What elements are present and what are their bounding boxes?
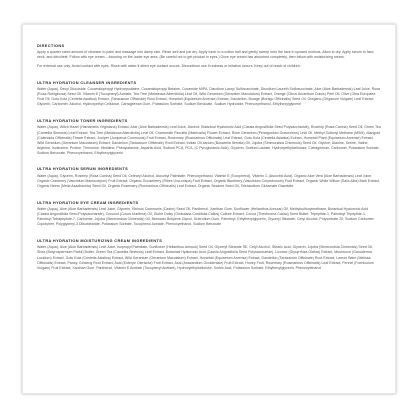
eye-cream-ingredients-text: Water (Aqua), Aloe (Aloe Barbadensis) Leaf Juice, Glycerin, Ricinus Communis (Castor) Seed Oil, Panthenol, Xanthan Gum, Sunflower (Helianthus Annuus) Oil, Methylsulfonylmethane, Botanical Hyaluronic Acid (Cassia Angustifolia Seed Polysaccharide), Coconut (Cocos Nucifera) Oil, Globe Daisy (Globularia Cordifolia Callus) Culture Extract, Cocoa (Theobroma Cacao) Seed Butter, Tripeptide-1, Palmitoyl Tripeptide-1, Palmitoyl Tetrapeptide-7, Carbomer, Jojoba (Simmondsia Chinensis) Oil, Beeswax Butylene Glycol, Sclerotium Gum, Palmitoyl, Ethylhexylglycerin, Glyceryl Stearate, Cetyl Alcohol, Polysorbate 20, Sodium Carbomer Copolymer, Polyglyceryl-3 Diisostearate, Potassium Sorbate, Tocopherol Acetate, Phenoxyethanol, Sodium Benzoate xyxy=(37,207,374,227)
serum-ingredients-text: Water (Aqua), Glycerin, Rosehip (Rosa Canina) Seed Oil, Cetearyl Alcohol, Ascorbyl Palmitate, Phenoxyethanol, Vitamin E (Tocopherol), Vitamin C (Ascorbic Acid), Organic Aloe Vera (Aloe Barbadensis) Leaf Juice, Organic Cranberry (Vaccinium Macrocarpon) Fruit Extract, Organic Gooseberry (Ribes Uva-crispa) Fruit Extract, Organic Blueberry (Vaccinium Corymbosum) Fruit Extract, Organic White Willow (Salix Alba) Bark Extract, Organic Neem (Melia Azadirachta) Seed Oil, Organic Rosemary (Rosmarinus Officinalis) Leaf Extract, Organic Sesame Seed Oil, Tetrasodium Glutamate Diacetate xyxy=(37,173,380,189)
moisturizing-cream-ingredients-title: ULTRA HYDRATION MOISTURIZING CREAM INGREDIENTS xyxy=(37,237,163,243)
toner-ingredients-block xyxy=(37,118,381,156)
serum-ingredients-block xyxy=(37,166,381,189)
cleanser-ingredients-block xyxy=(37,80,381,108)
moisturizing-cream-ingredients-text: Water (Aqua), Aloe (Aloe Barbadensis) Leaf Juice, Isopropyl Palmitate, Sunflower (Helianthus Annuus) Seed Oil, Glyceryl Stearate SE, Cetyl Alcohol, Stearic Acid, Glycerin, Jojoba (Simmondsia Chinensis) Seed Oil, Shea (Butyrospermum Parkii) Butter, Green Tea (Camellia Sinensis) Leaf Extract, Botanical Hyaluronic Acid (Cassia Angustifolia Seed Polysaccharide), Licorice (Glycyrrhiza Glabra) Extract, Mushroom (Ganoderma Lucidum) Extract, Gotu Kola (Centella Asiatica) Extract, Wild Geranium (Geranium Maculatum) Extract, Horsetail (Equisetum Arvense) Extract, Dandelion (Taraxacum Officinale) Root Extract, Lemon Balm (Melissa Officinalis) Extract, Pansy, Ginseng Root Extract, Acai (Euterpe Oleracea) Fruit Extract, Acai (Anacardium Occidentale) Fruit Extract, Honey Fruit, Rosemary (Rosmarinus Officinalis) Leaf Extract, Fennel (Foeniculum Vulgare) Fruit Extract, Xanthan Gum, Panthenol, Vitamin E Acetate (Tocopheryl Acetate), Hydroxyethylcellulose, Sorbic Acid, Potassium Sorbate, Ethylhexylglycerin, Phenoxyethanol xyxy=(37,245,374,270)
ingredients-card xyxy=(22,24,396,394)
warnings-text: For external use only. Avoid contact with eyes. Rinse with water if direct eye contact occurs. Discontinue use if redness or irritation occurs. Keep out of reach of children. xyxy=(37,64,301,69)
directions-block xyxy=(37,43,381,69)
directions-text: Apply a quarter sized amount of cleanser to palm and massage into damp skin. Rinse well and pat dry. Apply toner to a cotton ball and gently sweep onto the face in upward motions. Allow to dry. Apply serum to face, neck, and décolleté. Follow with eye cream – focusing on the under eye area. (Be careful not to get product in eyes.) Once eye cream has absorbed completely, then follow with moisturizing cream. xyxy=(37,50,375,60)
serum-ingredients-title: ULTRA HYDRATION SERUM INGREDIENTS xyxy=(37,166,129,172)
moisturizing-cream-ingredients-block xyxy=(37,238,381,271)
eye-cream-ingredients-block xyxy=(37,200,381,228)
cleanser-ingredients-text: Water (Aqua), Decyl Glucoside, Cocamidopropyl Hydroxysultaine, Cocamidopropyl Betaine, Cocamide MIPA, Disodium Lauryl Sulfosuccinate, Disodium Laureth Sulfosuccinate, Aloe (Aloe Barbadensis) Leaf Juice, Rosa (Rosa Rubiginosa) Seed Oil, Vitamin E (Tocopheryl) Acetate, Tea Tree (Melaleuca Alternifolia) Leaf Oil, Wild Geranium (Geranium Maculatum) Extract, Orange (Citrus Aurantium Dulcis) Peel Oil, Olive (Olea Europaea Fruit Oil, Gotu Kola (Centella Asiatica) Extract, (Taraxacum Officinale) Root Extract, Horsetail (Equisetum Arvense) Extract, Dandelion, Borage (Borago Officinalis) Seed Oil, Oregano (Origanum Vulgare) Leaf Extract, Glycerin, Carbomer, Alcohol, Hydroxyethyl Cellulose, Carrageenan Gum, Potassium Sorbate, Sodium Benzoate, Sodium Hydroxide, Phenoxyethanol, Ethylhexylglycerin xyxy=(37,87,381,107)
toner-ingredients-title: ULTRA HYDRATION TONER INGREDIENTS xyxy=(37,118,128,124)
toner-ingredients-text: Water (Aqua), Witch Hazel (Hamamelis Virginiana) Extract, Aloe (Aloe Barbadensis) Leaf Juice, Alcohol, Botanical Hyaluronic Acid (Cassia Angustifolia Seed Polysaccharide), Rosehip (Rosa Canina) Seed Oil, Green Tea (Camellia Sinensis) Leaf Extract, Tea Tree (Melaleuca Alternifolia) Leaf Oil, Chamomile Recutita (Matricaria) Flower Extract, Rose Geranium (Pelargonium Graveolens) Leaf Oil, Methyl Sulfonyl Methane (MSM), Marigold (Calendula Officinalis) Flower Extract, Juniper (Juniperus Communis) Fruit Extract, Rosemary (Rosmarinus Officinalis) Leaf Extract, Gotu Kola (Centella Asiatica) Extract, Horsetail Plant (Equisetum Arvense) Extract, Wild Geranium (Geranium Maculatum) Extract, Dandelion (Taraxacum Officinale) Root Extract, Indian Oil-banum (Boswellia Serrata) Oil, Jojoba (Simmondsia Chinensis) Seed Oil, Glycine, Alanine, Serine, Valine, Arginine, Isoleucine, Proline, Threonine, Histidine, Phenylalanine, Aspartic Acid, Sodium PCA, PCA, (C Pyroglutamic Acid), Glycerin, Sodium Lactate, Hydroxyethylcellulose, Carrageenan, Carbomer, Potassium Sorbate, Sodium Benzoate, Phenoxyethanol, Ethylhexylglycerin xyxy=(37,125,381,155)
eye-cream-ingredients-title: ULTRA HYDRATION EYE CREAM INGREDIENTS xyxy=(37,199,139,205)
card-content xyxy=(37,43,381,383)
directions-title: DIRECTIONS xyxy=(37,43,65,48)
cleanser-ingredients-title: ULTRA HYDRATION CLEANSER INGREDIENTS xyxy=(37,79,137,85)
